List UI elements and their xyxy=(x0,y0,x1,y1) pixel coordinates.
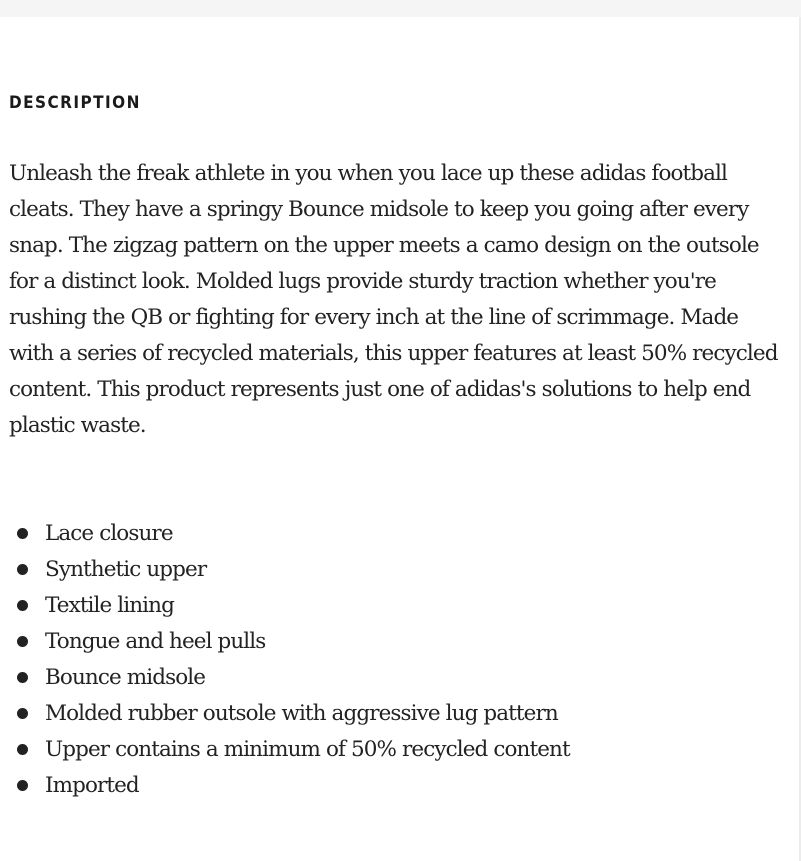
bullet-icon xyxy=(17,672,28,683)
list-item xyxy=(0,768,780,804)
feature-label: Synthetic upper xyxy=(45,557,207,582)
feature-label: Molded rubber outsole with aggressive lug pattern xyxy=(45,701,558,726)
bullet-icon xyxy=(17,600,28,611)
bullet-icon xyxy=(17,636,28,647)
list-item xyxy=(0,588,780,624)
feature-label: Imported xyxy=(45,773,139,798)
bullet-icon xyxy=(17,708,28,719)
feature-label: Upper contains a minimum of 50% recycled content xyxy=(45,737,570,762)
feature-list xyxy=(0,516,780,804)
bullet-icon xyxy=(17,528,28,539)
feature-label: Textile lining xyxy=(45,593,174,618)
list-item xyxy=(0,732,780,768)
list-item xyxy=(0,516,780,552)
section-heading: DESCRIPTION xyxy=(9,93,141,113)
list-item xyxy=(0,660,780,696)
bullet-icon xyxy=(17,564,28,575)
feature-label: Lace closure xyxy=(45,521,173,546)
feature-label: Bounce midsole xyxy=(45,665,206,690)
list-item xyxy=(0,552,780,588)
description-paragraph: Unleash the freak athlete in you when you lace up these adidas football cleats. They have a springy Bounce midsole to keep you going after every snap. The zigzag pattern on the upper meets a camo design on the outsole for a distinct look. Molded lugs provide sturdy traction whether you're rushing the QB or fighting for every inch at the line of scrimmage. Made with a series of recycled materials, this upper features at least 50% recycled content. This product represents just one of adidas's solutions to help end plastic waste. xyxy=(9,161,778,438)
feature-label: Tongue and heel pulls xyxy=(45,629,266,654)
bullet-icon xyxy=(17,744,28,755)
list-item xyxy=(0,624,780,660)
top-bar xyxy=(0,0,801,17)
list-item xyxy=(0,696,780,732)
bullet-icon xyxy=(17,780,28,791)
